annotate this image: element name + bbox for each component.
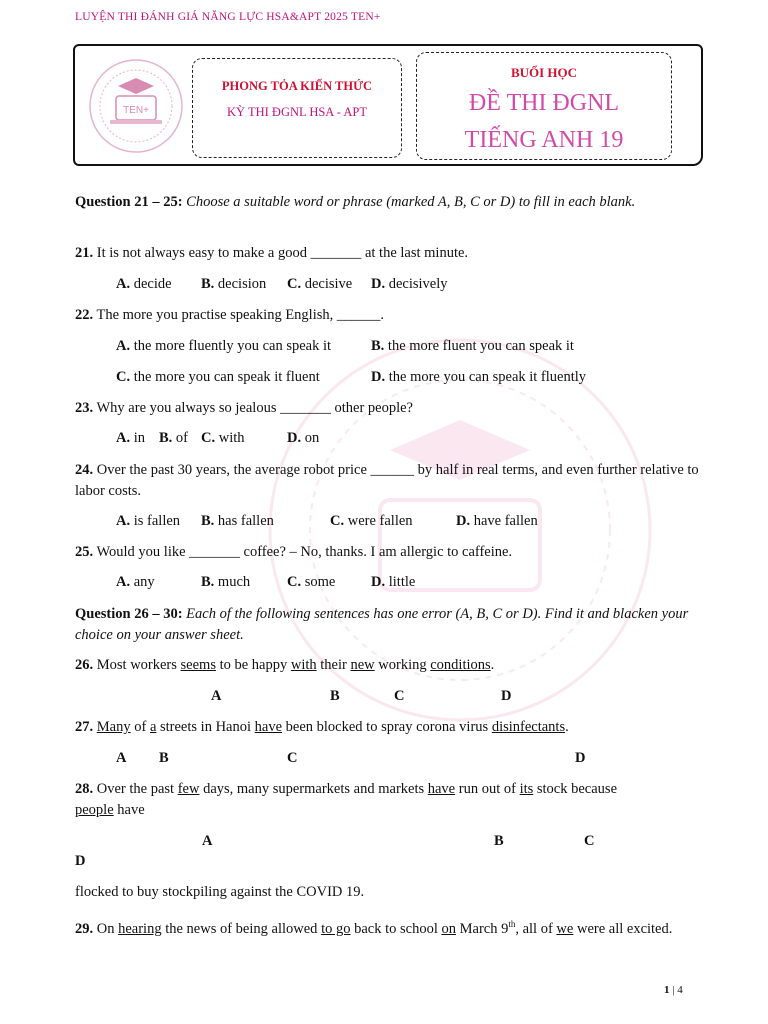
q25-option-d: D. little (371, 574, 416, 590)
q22-option-d: D. the more you can speak it fluently (371, 369, 587, 385)
right-card-title2: TIẾNG ANH 19 (464, 127, 624, 153)
q28-mark-b: B (494, 833, 504, 849)
q23-option-c: C. with (201, 430, 245, 446)
question-26: 26. Most workers seems to be happy with their new working conditions. (75, 657, 495, 673)
section2-instruction (75, 604, 700, 646)
question-24: 24. Over the past 30 years, the average robot price ______ by half in real terms, and even further relative to labor costs. (75, 462, 699, 499)
q27-mark-d: D (575, 750, 586, 766)
section1-head: Question 21 – 25: (75, 194, 183, 210)
right-card (416, 52, 672, 160)
question-25: 25. Would you like _______ coffee? – No, thanks. I am allergic to caffeine. (75, 544, 513, 560)
q27-mark-b: B (159, 750, 169, 766)
q26-mark-a: A (211, 688, 222, 704)
logo (86, 56, 186, 156)
q25-option-c: C. some (287, 574, 336, 590)
section2-text: Each of the following sentences has one error (A, B, C or D). Find it and blacken your choice on your answer sheet. (75, 606, 689, 643)
question-28: 28. Over the past few days, many supermarkets and markets have run out of its stock because (75, 781, 618, 797)
question-27: 27. Many of a streets in Hanoi have been blocked to spray corona virus disinfectants. (75, 719, 569, 735)
q21-option-b: B. decision (201, 276, 267, 292)
section1-instruction (75, 192, 700, 213)
question-28-line2: people have (75, 802, 145, 818)
question-22: 22. The more you practise speaking English, ______. (75, 307, 385, 323)
left-card-line1: PHONG TỎA KIẾN THỨC (221, 79, 373, 93)
right-card-title1: ĐỀ THI ĐGNL (468, 90, 620, 116)
q26-mark-b: B (330, 688, 340, 704)
q28-mark-d: D (75, 853, 86, 869)
right-card-label: BUỔI HỌC (510, 65, 578, 80)
q24-option-c: C. were fallen (330, 513, 413, 529)
q26-mark-c: C (394, 688, 405, 704)
question-23: 23. Why are you always so jealous _______ other people? (75, 400, 413, 416)
q25-option-a: A. any (116, 574, 155, 590)
q23-option-d: D. on (287, 430, 320, 446)
q21-option-c: C. decisive (287, 276, 353, 292)
page-number: 1 | 4 (664, 984, 683, 996)
q23-option-a: A. in (116, 430, 146, 446)
q28-mark-c: C (584, 833, 595, 849)
top-title: LUYỆN THI ĐÁNH GIÁ NĂNG LỰC HSA&APT 2025 TEN+ (75, 11, 381, 23)
q24-option-a: A. is fallen (116, 513, 181, 529)
question-29: 29. On hearing the news of being allowed to go back to school on March 9th, all of we were all excited. (75, 919, 673, 937)
question-21: 21. It is not always easy to make a good _______ at the last minute. (75, 245, 469, 261)
q23-option-b: B. of (159, 430, 189, 446)
question-28-cont: flocked to buy stockpiling against the COVID 19. (75, 884, 365, 900)
q22-option-b: B. the more fluent you can speak it (371, 338, 574, 354)
q27-mark-a: A (116, 750, 127, 766)
q24-option-d: D. have fallen (456, 513, 538, 529)
q25-option-b: B. much (201, 574, 251, 590)
q21-option-d: D. decisively (371, 276, 448, 292)
logo-text: TEN+ (123, 105, 149, 116)
q21-option-a: A. decide (116, 276, 172, 292)
q27-mark-c: C (287, 750, 298, 766)
q26-mark-d: D (501, 688, 512, 704)
q22-option-a: A. the more fluently you can speak it (116, 338, 332, 354)
section2-head: Question 26 – 30: (75, 606, 183, 622)
left-card (192, 58, 402, 158)
section1-text: Choose a suitable word or phrase (marked A, B, C or D) to fill in each blank. (182, 194, 636, 210)
left-card-line2: KỲ THI ĐGNL HSA - APT (227, 105, 367, 119)
q22-option-c: C. the more you can speak it fluent (116, 369, 320, 385)
q24-option-b: B. has fallen (201, 513, 274, 529)
q28-mark-a: A (202, 833, 213, 849)
